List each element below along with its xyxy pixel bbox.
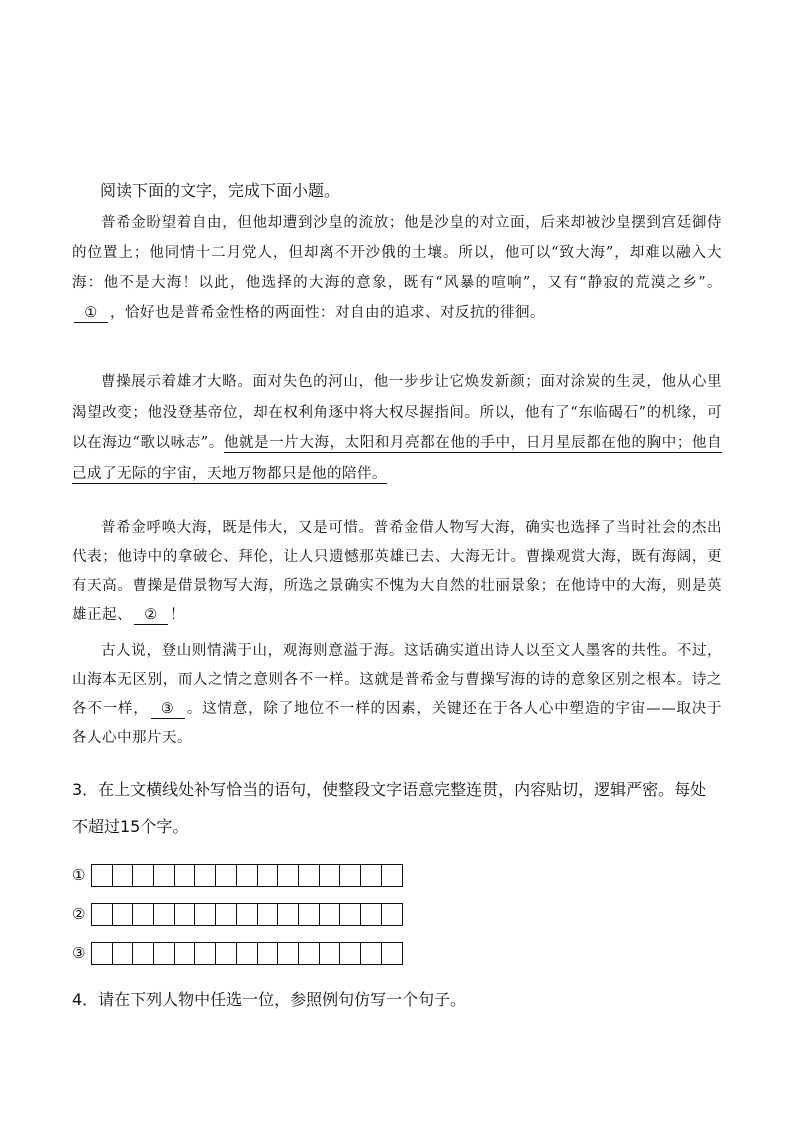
answer-row-3 <box>72 941 403 965</box>
underlined-sentence: 他就是一片大海，太阳和月亮都在他的手中，日月星辰都在他的胸中；他自己成了无际的宇宙，天地万物都只是他的陪伴。 <box>72 435 723 482</box>
answer-row-label: ③ <box>72 944 86 962</box>
paragraph-text: 普希金呼唤大海，既是伟大，又是可惜。普希金借人物写大海，确实也选择了当时社会的杰出代表；他诗中的拿破仑、拜伦，让人只遗憾那英雄已去、大海无计。曹操观赏大海，既有海阔，更有天高。曹操是借景物写大海，所选之景确实不愧为大自然的壮丽景象；在他诗中的大海，则是英雄正起、 <box>72 520 722 623</box>
answer-grid[interactable] <box>91 903 403 926</box>
paragraph-text: 古人说，登山则情满于山，观海则意溢于海。这话确实道出诗人以至文人墨客的共性。不过，山海本无区别，而人之情之意则各不一样。这就是普希金与曹操写海的诗的意象区别之根本。诗之各不一样， <box>72 643 722 717</box>
answer-cell[interactable] <box>216 943 237 964</box>
reading-instruction: 阅读下面的文字，完成下面小题。 <box>100 181 341 200</box>
question-4: 4．请在下列人物中任选一位，参照例句仿写一个句子。 <box>72 990 467 1009</box>
answer-cell[interactable] <box>154 943 175 964</box>
answer-row-label: ② <box>72 905 86 923</box>
answer-cell[interactable] <box>361 865 382 886</box>
answer-cell[interactable] <box>175 865 196 886</box>
paragraph-comparison <box>72 514 722 630</box>
answer-cell[interactable] <box>237 904 258 925</box>
answer-cell[interactable] <box>278 904 299 925</box>
answer-cell[interactable] <box>382 904 403 925</box>
answer-cell[interactable] <box>175 943 196 964</box>
answer-cell[interactable] <box>133 943 154 964</box>
answer-cell[interactable] <box>175 904 196 925</box>
paragraph-conclusion <box>72 637 722 753</box>
answer-cell[interactable] <box>382 865 403 886</box>
blank-1: ① <box>74 304 108 323</box>
answer-cell[interactable] <box>195 865 216 886</box>
answer-cell[interactable] <box>258 865 279 886</box>
answer-cell[interactable] <box>278 865 299 886</box>
paragraph-text: ！ <box>170 607 185 623</box>
answer-cell[interactable] <box>258 943 279 964</box>
answer-cell[interactable] <box>340 943 361 964</box>
answer-cell[interactable] <box>195 943 216 964</box>
answer-row-label: ① <box>72 866 86 884</box>
answer-cell[interactable] <box>92 904 113 925</box>
blank-3: ③ <box>151 700 185 719</box>
blank-2: ② <box>134 606 168 625</box>
paragraph-text: ，恰好也是普希金性格的两面性：对自由的追求、对反抗的徘徊。 <box>110 305 545 321</box>
answer-cell[interactable] <box>299 865 320 886</box>
answer-cell[interactable] <box>382 943 403 964</box>
answer-cell[interactable] <box>195 904 216 925</box>
answer-cell[interactable] <box>320 865 341 886</box>
answer-cell[interactable] <box>299 904 320 925</box>
paragraph-text: 曹操展示着雄才大略。面对失色的河山，他一步步让它焕发新颜；面对涂炭的生灵，他从心里渴望改变；他没登基帝位，却在权利角逐中将大权尽握指间。所以，他有了“东临碣石”的机缘，可以在海边“歌以咏志”。 <box>72 374 722 451</box>
answer-cell[interactable] <box>92 943 113 964</box>
answer-cell[interactable] <box>340 904 361 925</box>
paragraph-text: 普希金盼望着自由，但他却遭到沙皇的流放；他是沙皇的对立面，后来却被沙皇摆到宫廷御侍的位置上；他同情十二月党人，但却离不开沙俄的土壤。所以，他可以“致大海”，却难以融入大海：他不是大海！以此，他选择的大海的意象，既有“风暴的喧响”，又有“静寂的荒漠之乡”。 <box>72 215 722 291</box>
answer-cell[interactable] <box>237 943 258 964</box>
paragraph-text: 。这情意，除了地位不一样的因素，关键还在于各人心中塑造的宇宙——取决于各人心中那片天。 <box>72 701 723 746</box>
answer-cell[interactable] <box>361 904 382 925</box>
question-3: 3．在上文横线处补写恰当的语句，使整段文字语意完整连贯，内容贴切，逻辑严密。每处不超过15个字。 <box>72 780 707 836</box>
answer-grid[interactable] <box>91 942 403 965</box>
answer-cell[interactable] <box>133 904 154 925</box>
answer-cell[interactable] <box>340 865 361 886</box>
answer-cell[interactable] <box>154 865 175 886</box>
answer-cell[interactable] <box>113 865 134 886</box>
answer-cell[interactable] <box>133 865 154 886</box>
answer-cell[interactable] <box>320 904 341 925</box>
paragraph-pushkin <box>72 208 722 328</box>
answer-row-2 <box>72 902 403 926</box>
answer-grid[interactable] <box>91 864 403 887</box>
paragraph-caocao <box>72 367 722 489</box>
answer-cell[interactable] <box>113 904 134 925</box>
answer-row-1 <box>72 863 403 887</box>
answer-cell[interactable] <box>361 943 382 964</box>
answer-cell[interactable] <box>320 943 341 964</box>
answer-cell[interactable] <box>113 943 134 964</box>
answer-cell[interactable] <box>299 943 320 964</box>
answer-cell[interactable] <box>278 943 299 964</box>
answer-cell[interactable] <box>92 865 113 886</box>
answer-cell[interactable] <box>216 904 237 925</box>
answer-cell[interactable] <box>258 904 279 925</box>
answer-cell[interactable] <box>216 865 237 886</box>
answer-cell[interactable] <box>154 904 175 925</box>
answer-cell[interactable] <box>237 865 258 886</box>
